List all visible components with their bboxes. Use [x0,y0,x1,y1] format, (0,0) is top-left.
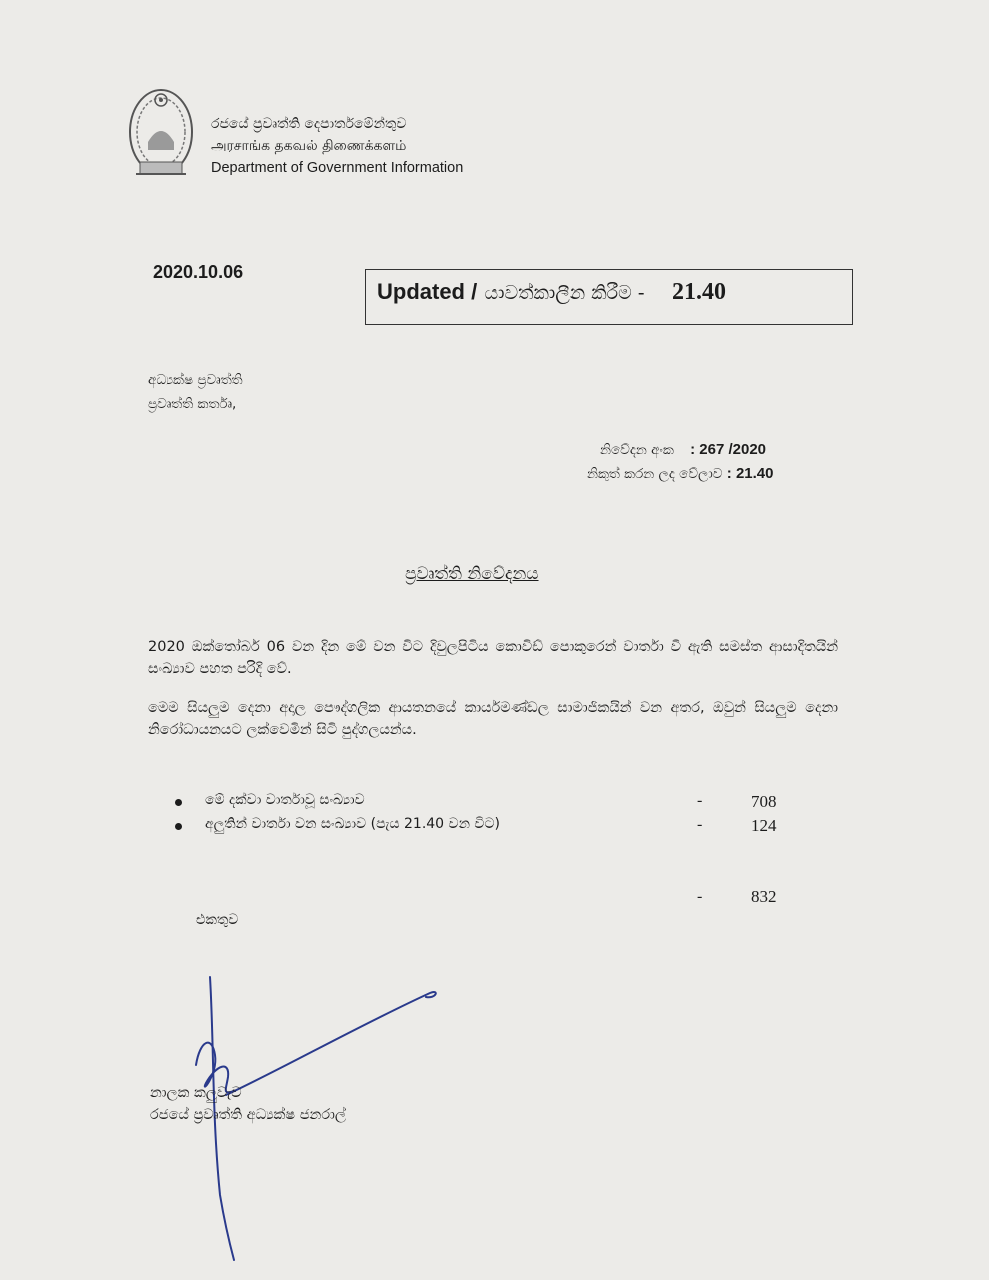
count-dash: - [697,792,703,809]
count-label-reported: මේ දක්වා වාර්තාවූ සංඛ්‍යාව [205,792,365,808]
bullet-icon [175,799,182,806]
issue-time [587,465,773,482]
count-label-new: අලුතින් වාර්තා වන සංඛ්‍යාව (පැය 21.40 වන විට) [205,816,501,832]
addressee-line-2: ප්‍රවෘත්ති කර්තෘ, [148,396,237,412]
notice-number-value: : 267 /2020 [690,441,767,458]
bullet-icon [175,823,182,830]
sri-lanka-emblem-icon [126,86,196,182]
signatory-designation: රජයේ ප්‍රවෘත්ති අධ්‍යක්ෂ ජනරාල් [150,1107,346,1123]
total-dash: - [697,888,703,905]
notice-number-label: නිවේදන අංක [600,442,674,458]
org-name-tamil: அரசாங்க தகவல் திணைக்களம் [211,138,407,154]
page-title: ප්‍රවෘත්ති නිවේදනය [405,564,539,584]
total-label: එකතුව [196,912,239,928]
paragraph-2: මෙම සියලුම දෙනා අදාල පෞද්ගලික ආයතනයේ කාර්යමණ්ඩල සාමාජිකයින් වන අතර, ඔවුන් සියලුම දෙනා නිරෝධායනයට ලක්වෙමින් සිටි පුද්ගලයන්ය. [148,700,838,738]
document-date: 2020.10.06 [153,262,244,282]
count-value-new: 124 [751,816,777,835]
addressee-line-1: අධ්‍යක්ෂ ප්‍රවෘත්ති [148,372,243,388]
update-time: 21.40 [671,279,726,305]
org-name-sinhala: රජයේ ප්‍රවෘත්ති දෙපාර්තමේන්තුව [211,116,407,132]
paragraph-1: 2020 ඔක්තෝබර් 06 වන දින මේ වන විට දිවුලපිටිය කොවිඩ් පොකුරෙන් වාර්තා වී ඇති සමස්ත ආසාදිතයින් සංඛ්‍යාව පහත පරිදි වේ. [148,639,838,677]
update-label [377,279,726,306]
signatory-name: නාලක කලුවැව [150,1085,242,1101]
update-label-si: යාවත්කාලීන කිරීම - [484,282,645,304]
issue-time-label: නිකුත් කරන ලද වේලාව [587,466,723,482]
issue-time-value: : 21.40 [726,465,774,482]
count-value-reported: 708 [751,792,777,811]
org-name-english: Department of Government Information [211,160,464,176]
total-value: 832 [751,887,777,906]
count-dash: - [697,816,703,833]
update-label-en: Updated / [377,279,478,304]
notice-number [600,441,766,458]
